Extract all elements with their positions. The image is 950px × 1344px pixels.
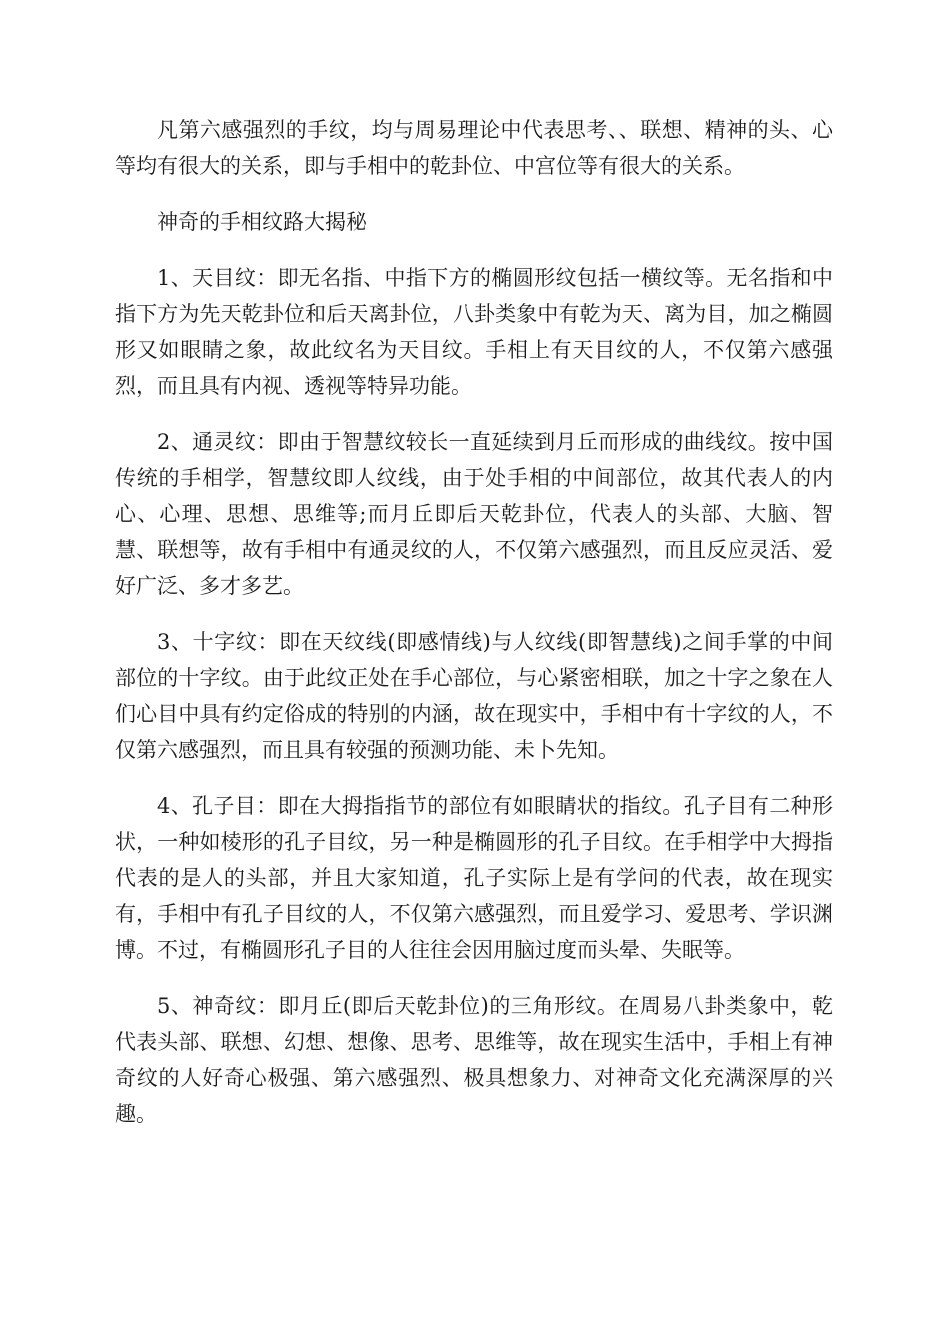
item-paragraph-4: 4、孔子目：即在大拇指指节的部位有如眼睛状的指纹。孔子目有二种形状，一种如棱形的孔子目纹，另一种是椭圆形的孔子目纹。在手相学中大拇指代表的是人的头部，并且大家知道，孔子实际上是有学问的代表，故在现实有，手相中有孔子目纹的人，不仅第六感强烈，而且爱学习、爱思考、学识渊博。不过，有椭圆形孔子目的人往往会因用脑过度而头晕、失眠等。 [115, 794, 833, 962]
intro-paragraph: 凡第六感强烈的手纹，均与周易理论中代表思考、、联想、精神的头、心等均有很大的关系，即与手相中的乾卦位、中宫位等有很大的关系。 [115, 118, 833, 178]
document-page [115, 112, 833, 1152]
item-paragraph-5: 5、神奇纹：即月丘(即后天乾卦位)的三角形纹。在周易八卦类象中，乾代表头部、联想、幻想、想像、思考、思维等，故在现实生活中，手相上有神奇纹的人好奇心极强、第六感强烈、极具想象力、对神奇文化充满深厚的兴趣。 [115, 994, 833, 1126]
section-heading: 神奇的手相纹路大揭秘 [157, 210, 367, 234]
item-paragraph-2: 2、通灵纹：即由于智慧纹较长一直延续到月丘而形成的曲线纹。按中国传统的手相学，智慧纹即人纹线，由于处手相的中间部位，故其代表人的内心、心理、思想、思维等;而月丘即后天乾卦位，代表人的头部、大脑、智慧、联想等，故有手相中有通灵纹的人，不仅第六感强烈，而且反应灵活、爱好广泛、多才多艺。 [115, 430, 833, 598]
item-paragraph-1: 1、天目纹：即无名指、中指下方的椭圆形纹包括一横纹等。无名指和中指下方为先天乾卦位和后天离卦位，八卦类象中有乾为天、离为目，加之椭圆形又如眼睛之象，故此纹名为天目纹。手相上有天目纹的人，不仅第六感强烈，而且具有内视、透视等特异功能。 [115, 266, 833, 398]
item-paragraph-3: 3、十字纹：即在天纹线(即感情线)与人纹线(即智慧线)之间手掌的中间部位的十字纹。由于此纹正处在手心部位，与心紧密相联，加之十字之象在人们心目中具有约定俗成的特别的内涵，故在现实中，手相中有十字纹的人，不仅第六感强烈，而且具有较强的预测功能、未卜先知。 [115, 630, 833, 762]
